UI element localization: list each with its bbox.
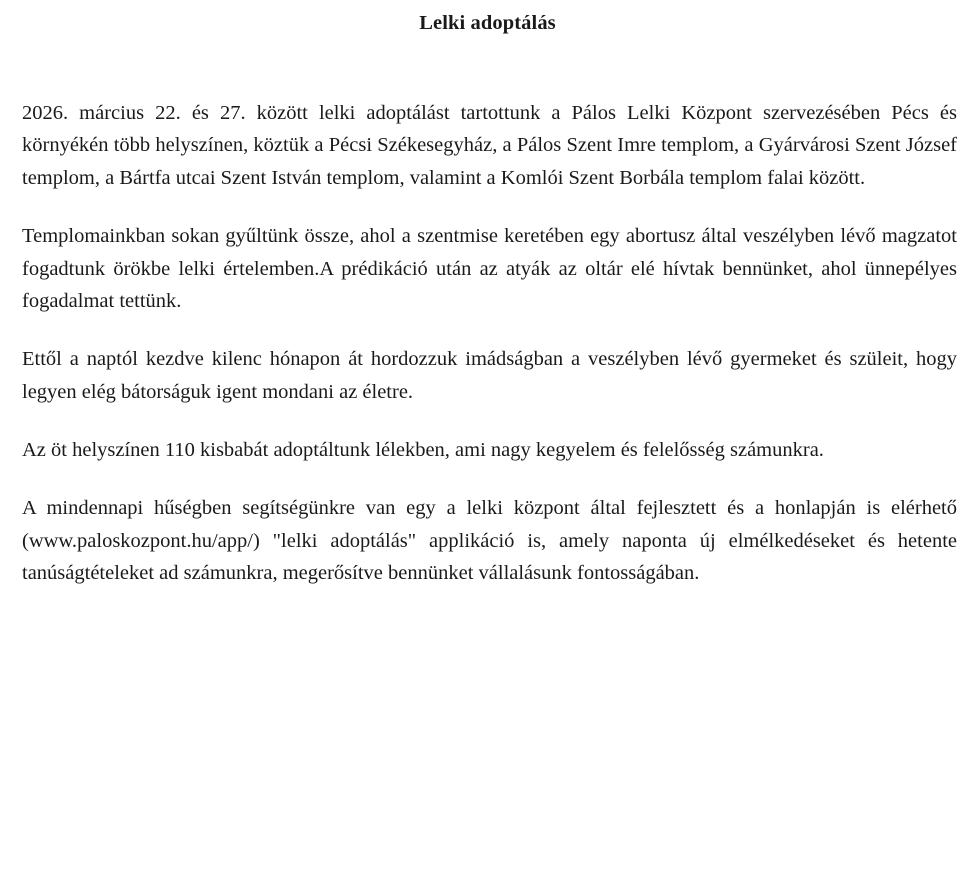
paragraph: Az öt helyszínen 110 kisbabát adoptáltunk lélekben, ami nagy kegyelem és felelősség számunkra. — [22, 439, 824, 461]
paragraph: A mindennapi hűségben segítségünkre van egy a lelki központ által fejlesztett és a honlapján is elérhető (www.paloskozpont.hu/app/) "lelki adoptálás" applikáció is, amely naponta új elmélkedéseket és hetente tanúságtételeket ad számunkra, megerősítve bennünket vállalásunk fontosságában. — [22, 497, 957, 585]
paragraph: Ettől a naptól kezdve kilenc hónapon át hordozzuk imádságban a veszélyben lévő gyermeket és szüleit, hogy legyen elég bátorságuk igent mondani az életre. — [22, 348, 957, 403]
page-title: Lelki adoptálás — [419, 12, 556, 34]
paragraph: 2026. március 22. és 27. között lelki adoptálást tartottunk a Pálos Lelki Központ szervezésében Pécs és környékén több helyszínen, köztük a Pécsi Székesegyház, a Pálos Szent Imre templom, a Gyárvárosi Szent József templom, a Bártfa utcai Szent István templom, valamint a Komlói Szent Borbála templom falai között. — [22, 102, 957, 189]
document-body — [22, 97, 965, 590]
paragraph: Templomainkban sokan gyűltünk össze, ahol a szentmise keretében egy abortusz által veszélyben lévő magzatot fogadtunk örökbe lelki értelemben.A prédikáció után az atyák az oltár elé hívtak bennünket, ahol ünnepélyes fogadalmat tettünk. — [22, 225, 957, 312]
